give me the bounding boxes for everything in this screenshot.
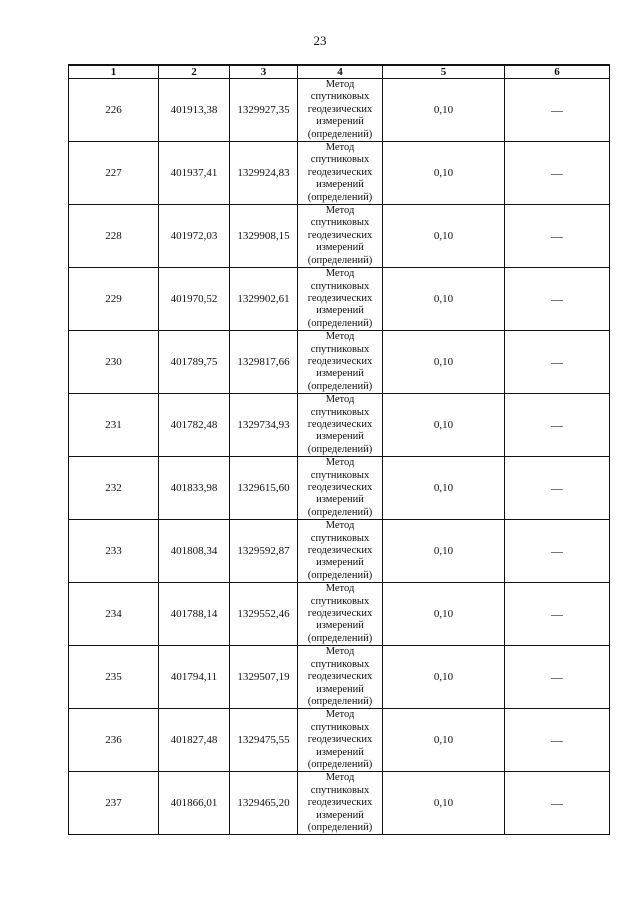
- accuracy-value: 0,10: [383, 583, 505, 646]
- coordinate-x: 401782,48: [159, 394, 230, 457]
- coordinate-x: 401827,48: [159, 709, 230, 772]
- method-text-line: геодезических: [307, 292, 373, 304]
- method-text-line: геодезических: [307, 355, 373, 367]
- coordinate-x: 401913,38: [159, 79, 230, 142]
- method-cell: [298, 268, 383, 331]
- method-text-line: измерений: [316, 620, 364, 632]
- method-text-line: измерений: [316, 116, 364, 128]
- method-cell: [298, 142, 383, 205]
- method-text-line: геодезических: [307, 797, 373, 809]
- method-text-line: Метод: [325, 772, 355, 784]
- method-text-line: Метод: [325, 646, 355, 658]
- method-text-line: геодезических: [307, 545, 373, 557]
- method-text-line: спутниковых: [310, 91, 370, 103]
- method-text-line: (определений): [307, 758, 373, 770]
- header-col-5: 5: [383, 65, 505, 79]
- method-text-line: геодезических: [307, 103, 373, 115]
- coordinate-y: 1329615,60: [230, 457, 298, 520]
- method-text-line: (определений): [307, 443, 373, 455]
- coordinate-y: 1329552,46: [230, 583, 298, 646]
- coordinate-y: 1329902,61: [230, 268, 298, 331]
- method-text-line: (определений): [307, 128, 373, 140]
- coordinate-x: 401788,14: [159, 583, 230, 646]
- coordinate-y: 1329927,35: [230, 79, 298, 142]
- accuracy-value: 0,10: [383, 457, 505, 520]
- table-row: [69, 772, 610, 835]
- method-text-line: (определений): [307, 632, 373, 644]
- note-dash: —: [505, 394, 610, 457]
- method-text-line: (определений): [307, 569, 373, 581]
- coordinate-y: 1329734,93: [230, 394, 298, 457]
- method-cell: [298, 646, 383, 709]
- method-text-line: геодезических: [307, 734, 373, 746]
- page-number: 23: [313, 33, 327, 48]
- point-number: 227: [69, 142, 159, 205]
- method-text-line: спутниковых: [310, 595, 370, 607]
- method-text-line: геодезических: [307, 482, 373, 493]
- method-text-line: измерений: [316, 809, 364, 821]
- method-text-line: измерений: [316, 431, 364, 443]
- coordinate-y: 1329507,19: [230, 646, 298, 709]
- point-number: 229: [69, 268, 159, 331]
- method-text-line: геодезических: [307, 418, 373, 430]
- method-cell: [298, 79, 383, 142]
- method-text-line: спутниковых: [310, 406, 370, 418]
- header-col-4: 4: [298, 65, 383, 79]
- note-dash: —: [505, 457, 610, 520]
- method-text-line: измерений: [316, 746, 364, 758]
- point-number: 232: [69, 457, 159, 520]
- point-number: 226: [69, 79, 159, 142]
- accuracy-value: 0,10: [383, 646, 505, 709]
- method-text-line: измерений: [316, 368, 364, 380]
- method-text-line: (определений): [307, 191, 373, 203]
- header-col-6: 6: [505, 65, 610, 79]
- accuracy-value: 0,10: [383, 709, 505, 772]
- point-number: 237: [69, 772, 159, 835]
- coordinate-y: 1329475,55: [230, 709, 298, 772]
- method-text-line: спутниковых: [310, 721, 370, 733]
- coordinate-x: 401833,98: [159, 457, 230, 520]
- note-dash: —: [505, 772, 610, 835]
- coordinate-x: 401789,75: [159, 331, 230, 394]
- method-cell: [298, 583, 383, 646]
- method-text-line: спутниковых: [310, 469, 370, 481]
- point-number: 235: [69, 646, 159, 709]
- table-row: [69, 646, 610, 709]
- point-number: 236: [69, 709, 159, 772]
- accuracy-value: 0,10: [383, 394, 505, 457]
- accuracy-value: 0,10: [383, 331, 505, 394]
- table-row: [69, 457, 610, 520]
- point-number: 228: [69, 205, 159, 268]
- accuracy-value: 0,10: [383, 205, 505, 268]
- table-row: [69, 268, 610, 331]
- method-cell: [298, 772, 383, 835]
- method-text-line: (определений): [307, 821, 373, 833]
- method-text-line: Метод: [325, 709, 355, 721]
- method-text-line: измерений: [316, 683, 364, 695]
- accuracy-value: 0,10: [383, 268, 505, 331]
- accuracy-value: 0,10: [383, 142, 505, 205]
- coordinate-x: 401808,34: [159, 520, 230, 583]
- note-dash: —: [505, 646, 610, 709]
- method-text-line: спутниковых: [310, 217, 370, 229]
- method-text-line: Метод: [325, 583, 355, 595]
- table-row: [69, 331, 610, 394]
- header-col-3: 3: [230, 65, 298, 79]
- method-cell: [298, 457, 383, 520]
- coordinate-x: 401937,41: [159, 142, 230, 205]
- coordinate-y: 1329908,15: [230, 205, 298, 268]
- note-dash: —: [505, 331, 610, 394]
- coordinates-table: [68, 64, 610, 835]
- point-number: 234: [69, 583, 159, 646]
- method-cell: [298, 331, 383, 394]
- method-text-line: Метод: [325, 142, 355, 154]
- coordinate-x: 401866,01: [159, 772, 230, 835]
- method-text-line: (определений): [307, 506, 373, 518]
- accuracy-value: 0,10: [383, 79, 505, 142]
- method-text-line: (определений): [307, 380, 373, 392]
- coordinate-y: 1329465,20: [230, 772, 298, 835]
- table-body: [69, 79, 610, 835]
- method-text-line: измерений: [316, 494, 364, 506]
- header-col-1: 1: [69, 65, 159, 79]
- method-text-line: спутниковых: [310, 154, 370, 166]
- method-text-line: спутниковых: [310, 280, 370, 292]
- method-cell: [298, 205, 383, 268]
- point-number: 230: [69, 331, 159, 394]
- method-text-line: спутниковых: [310, 658, 370, 670]
- table-row: [69, 205, 610, 268]
- table-row: [69, 583, 610, 646]
- method-text-line: (определений): [307, 695, 373, 707]
- note-dash: —: [505, 79, 610, 142]
- note-dash: —: [505, 709, 610, 772]
- table-row: [69, 709, 610, 772]
- method-text-line: Метод: [325, 394, 355, 406]
- method-text-line: (определений): [307, 317, 373, 329]
- method-cell: [298, 709, 383, 772]
- method-text-line: геодезических: [307, 166, 373, 178]
- header-col-2: 2: [159, 65, 230, 79]
- method-text-line: спутниковых: [310, 784, 370, 796]
- method-text-line: геодезических: [307, 671, 373, 683]
- note-dash: —: [505, 583, 610, 646]
- coordinate-y: 1329924,83: [230, 142, 298, 205]
- method-text-line: (определений): [307, 254, 373, 266]
- method-text-line: Метод: [325, 268, 355, 280]
- accuracy-value: 0,10: [383, 520, 505, 583]
- method-text-line: Метод: [325, 205, 355, 217]
- coordinate-x: 401970,52: [159, 268, 230, 331]
- method-text-line: измерений: [316, 305, 364, 317]
- method-text-line: Метод: [325, 457, 355, 469]
- method-text-line: спутниковых: [310, 343, 370, 355]
- table-header-row: [69, 65, 610, 79]
- note-dash: —: [505, 520, 610, 583]
- coordinate-y: 1329817,66: [230, 331, 298, 394]
- method-text-line: измерений: [316, 179, 364, 191]
- coordinate-y: 1329592,87: [230, 520, 298, 583]
- table-row: [69, 142, 610, 205]
- coordinate-x: 401794,11: [159, 646, 230, 709]
- coordinate-x: 401972,03: [159, 205, 230, 268]
- point-number: 231: [69, 394, 159, 457]
- method-text-line: спутниковых: [310, 532, 370, 544]
- table-row: [69, 520, 610, 583]
- table-row: [69, 79, 610, 142]
- method-text-line: геодезических: [307, 608, 373, 620]
- method-text-line: Метод: [325, 79, 355, 90]
- method-text-line: геодезических: [307, 229, 373, 241]
- method-cell: [298, 394, 383, 457]
- table-row: [69, 394, 610, 457]
- note-dash: —: [505, 142, 610, 205]
- note-dash: —: [505, 268, 610, 331]
- note-dash: —: [505, 205, 610, 268]
- point-number: 233: [69, 520, 159, 583]
- method-cell: [298, 520, 383, 583]
- method-text-line: Метод: [325, 520, 355, 532]
- accuracy-value: 0,10: [383, 772, 505, 835]
- method-text-line: измерений: [316, 557, 364, 569]
- method-text-line: Метод: [325, 331, 355, 343]
- method-text-line: измерений: [316, 242, 364, 254]
